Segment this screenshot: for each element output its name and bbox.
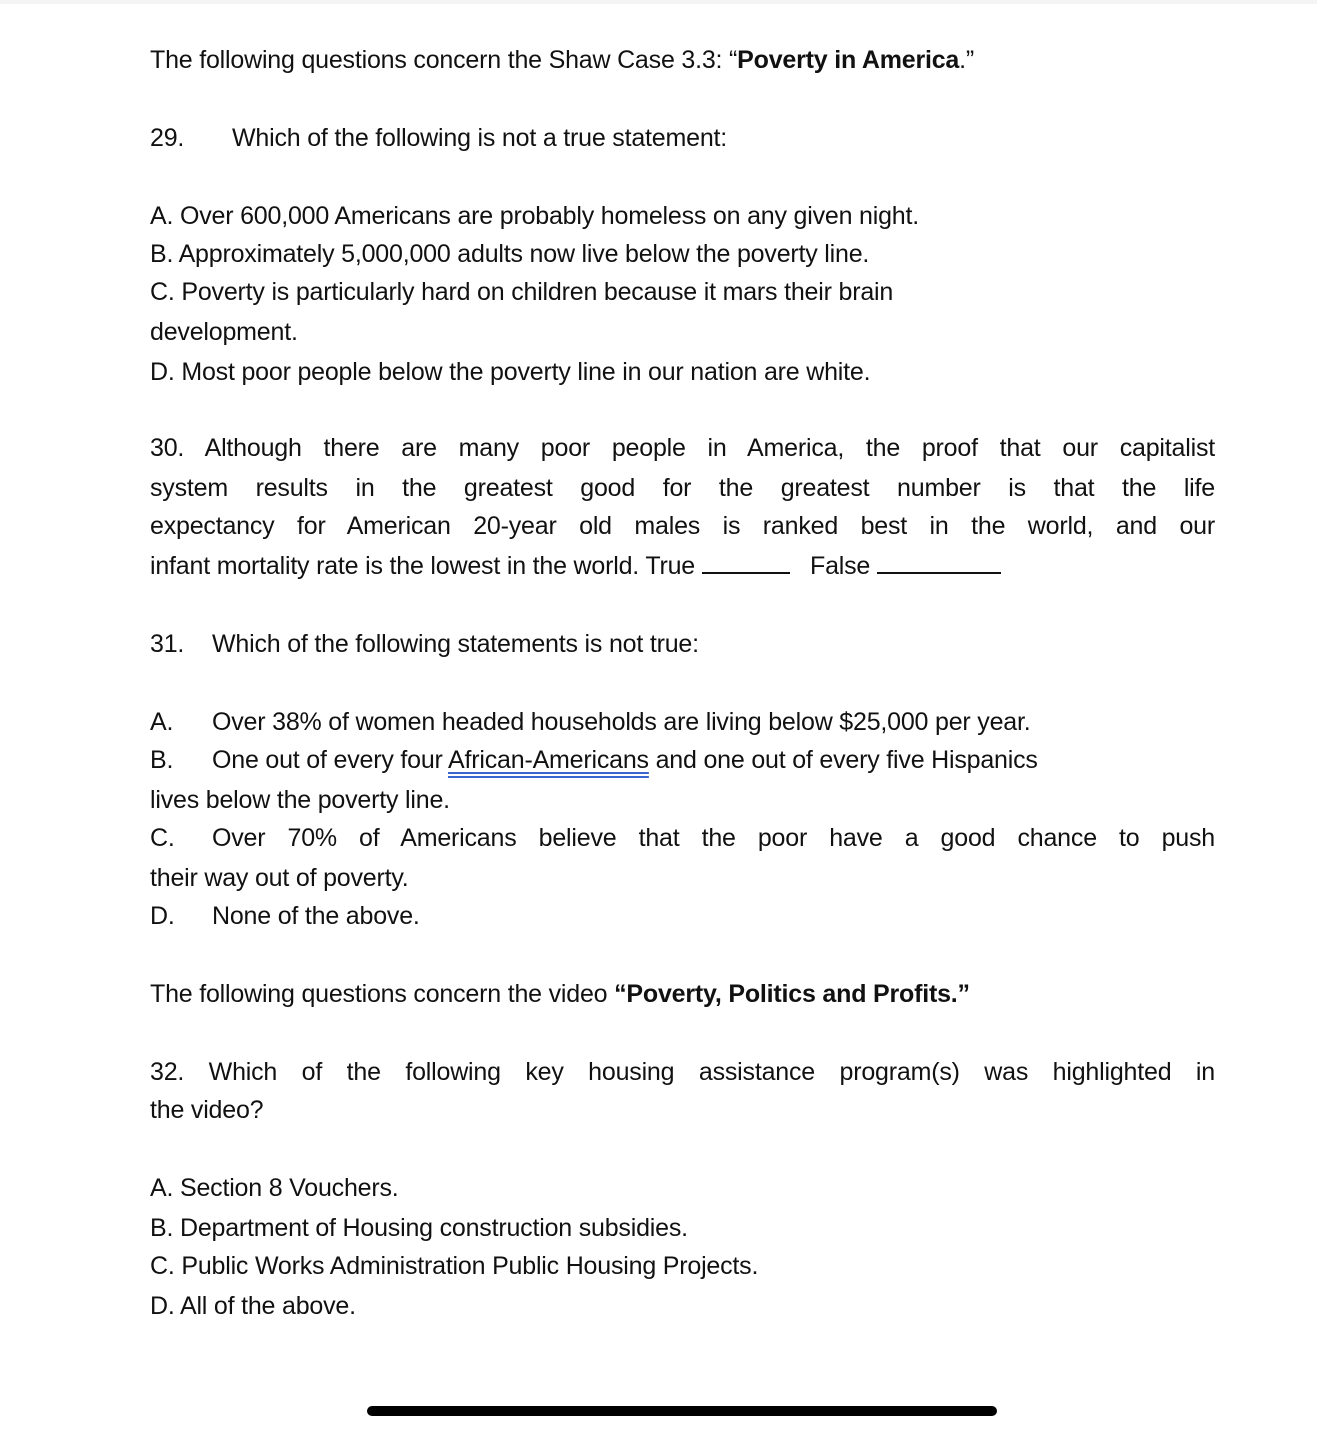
option-a	[150, 703, 1215, 742]
question-29	[150, 119, 1215, 158]
question-32-line: 32. Which of the following key housing assistance program(s) was highlighted in	[150, 1058, 1215, 1086]
question-text: Which of the following is not a true statement:	[232, 124, 728, 152]
false-answer-blank[interactable]	[877, 550, 1001, 574]
true-answer-blank[interactable]	[702, 550, 790, 574]
question-30-line: expectancy for American 20-year old males is ranked best in the world, and our	[150, 512, 1215, 540]
option-c	[150, 819, 1215, 858]
option-text: Over 70% of Americans believe that the poor have a good chance to push	[212, 824, 1215, 852]
false-label: False	[810, 552, 871, 580]
home-indicator[interactable]	[367, 1406, 997, 1416]
grammar-flagged-word[interactable]: African-Americans	[448, 746, 649, 774]
question-30-last-line	[150, 547, 1215, 586]
option-c: C. Poverty is particularly hard on children because it mars their brain	[150, 278, 894, 306]
option-text: One out of every four	[212, 746, 449, 774]
video-title: “Poverty, Politics and Profits.”	[614, 980, 970, 1008]
option-b: B. Approximately 5,000,000 adults now live below the poverty line.	[150, 240, 870, 268]
question-30-line: system results in the greatest good for the greatest number is that the life	[150, 474, 1215, 502]
option-text: Over 38% of women headed households are living below $25,000 per year.	[212, 708, 1031, 736]
option-letter: D.	[150, 902, 175, 930]
intro-end: .”	[959, 46, 975, 74]
question-31	[150, 625, 1215, 664]
question-30-line: 30. Although there are many poor people in America, the proof that our capitalist	[150, 434, 1215, 462]
section-intro-shaw-case	[150, 41, 1215, 80]
intro-text: The following questions concern the video	[150, 980, 615, 1008]
option-b-continued: lives below the poverty line.	[150, 786, 450, 814]
option-a: A. Section 8 Vouchers.	[150, 1174, 399, 1202]
option-letter: C.	[150, 824, 175, 852]
question-32-line: the video?	[150, 1096, 264, 1124]
section-intro-video	[150, 975, 1215, 1014]
intro-text: The following questions concern the Shaw Case 3.3: “	[150, 46, 738, 74]
question-30-text: infant mortality rate is the lowest in the world. True	[150, 552, 702, 580]
option-c-continued: development.	[150, 318, 298, 346]
option-a: A. Over 600,000 Americans are probably homeless on any given night.	[150, 202, 919, 230]
option-b	[150, 741, 1215, 780]
option-d	[150, 897, 1215, 936]
option-text: and one out of every five Hispanics	[648, 746, 1038, 774]
option-d: D. Most poor people below the poverty line in our nation are white.	[150, 358, 871, 386]
option-c: C. Public Works Administration Public Housing Projects.	[150, 1252, 759, 1280]
option-letter: A.	[150, 708, 174, 736]
option-c-continued: their way out of poverty.	[150, 864, 409, 892]
option-d: D. All of the above.	[150, 1292, 356, 1320]
option-letter: B.	[150, 746, 174, 774]
option-b: B. Department of Housing construction subsidies.	[150, 1214, 688, 1242]
case-title: Poverty in America	[737, 46, 960, 74]
question-number: 29.	[150, 124, 185, 152]
option-text: None of the above.	[212, 902, 420, 930]
question-number: 31.	[150, 630, 185, 658]
question-text: Which of the following statements is not true:	[212, 630, 699, 658]
top-bar	[0, 0, 1317, 4]
